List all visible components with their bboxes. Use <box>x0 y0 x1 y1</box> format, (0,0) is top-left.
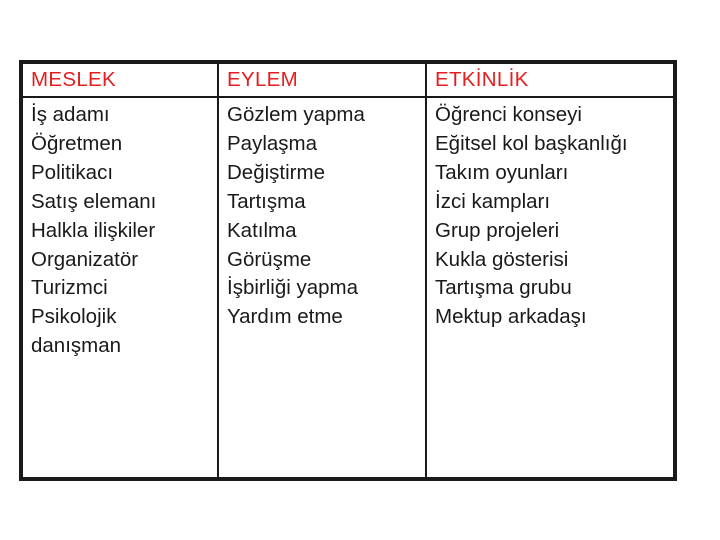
list-item: İşbirliği yapma <box>227 276 359 300</box>
list-item: Katılma <box>227 218 297 242</box>
list-item: Grup projeleri <box>435 218 560 242</box>
meslek-column-cell <box>22 97 218 478</box>
list-item: Mektup arkadaşı <box>435 305 587 329</box>
list-item: danışman <box>31 334 122 358</box>
eylem-column-cell <box>218 97 426 478</box>
etkinlik-column-cell <box>426 97 674 478</box>
activity-table-frame <box>19 60 677 481</box>
list-item: Öğretmen <box>31 131 123 155</box>
list-item: Tartışma grubu <box>435 276 572 300</box>
list-item: Paylaşma <box>227 131 318 155</box>
header-etkinlik: ETKİNLİK <box>426 63 674 97</box>
header-meslek: MESLEK <box>22 63 218 97</box>
list-item: Eğitsel kol başkanlığı <box>435 131 628 155</box>
table-body-row <box>22 97 674 478</box>
activity-table <box>21 62 675 479</box>
list-item: İş adamı <box>31 103 110 126</box>
list-item: Psikolojik <box>31 305 117 329</box>
list-item: Takım oyunları <box>435 160 569 184</box>
list-item: Satış elemanı <box>31 189 157 213</box>
list-item: Politikacı <box>31 160 114 184</box>
list-item: Görüşme <box>227 247 312 271</box>
list-item: Halkla ilişkiler <box>31 218 156 242</box>
list-item: Organizatör <box>31 247 139 271</box>
list-item: İzci kampları <box>435 189 551 213</box>
list-item: Değiştirme <box>227 160 325 184</box>
list-item: Öğrenci konseyi <box>435 103 582 126</box>
list-item: Turizmci <box>31 276 108 300</box>
list-item: Kukla gösterisi <box>435 247 569 271</box>
list-item: Tartışma <box>227 189 306 213</box>
table-header-row <box>22 63 674 97</box>
list-item: Yardım etme <box>227 305 343 329</box>
list-item: Gözlem yapma <box>227 103 365 126</box>
header-eylem: EYLEM <box>218 63 426 97</box>
